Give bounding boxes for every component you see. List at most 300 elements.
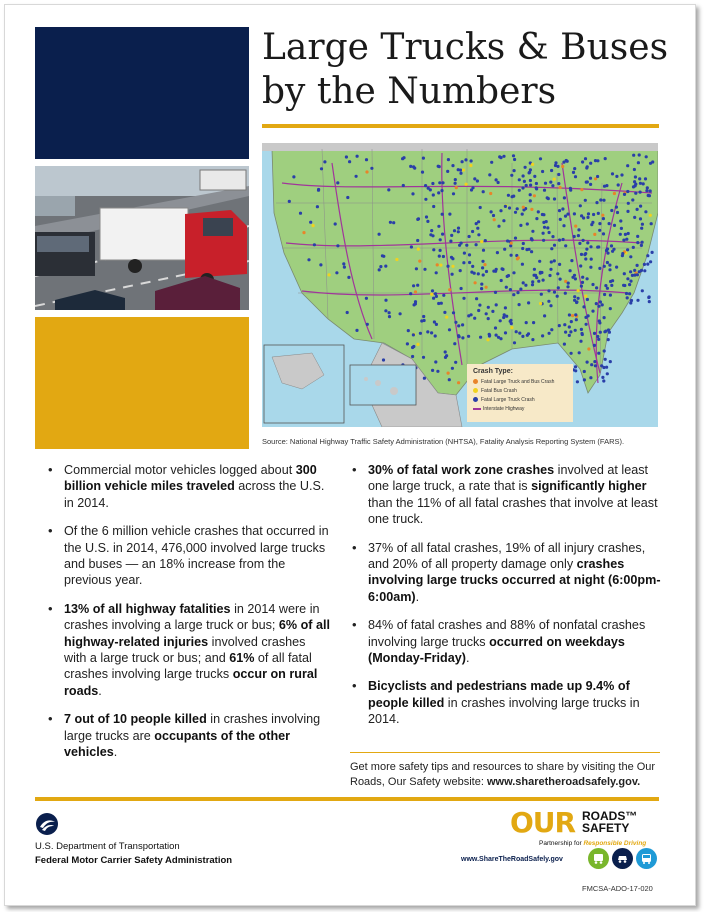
crash-location-dot [564,244,567,247]
crash-location-dot [626,248,629,251]
crash-location-dot [535,182,538,185]
crash-location-dot [561,165,564,168]
crash-location-dot [388,311,391,314]
crash-location-dot [564,331,567,334]
crash-location-dot [583,370,586,373]
crash-location-dot [532,321,535,324]
crash-location-dot [457,227,460,230]
crash-location-dot [584,199,587,202]
crash-location-dot [458,244,461,247]
crash-location-dot [346,196,349,199]
bullet-item: • 13% of all highway fatalities in 2014 were in crashes involving a large truck or bus; 6% of all highway-related injuries involved crashes with a large truck or bus; and 61% of all fatal crashes involving large trucks occur on rural roads. [48,601,330,699]
crash-location-dot [525,321,528,324]
bullet-item: • Commercial motor vehicles logged about 300 billion vehicle miles traveled across the U.S. in 2014. [48,462,330,511]
crash-location-dot [615,266,618,269]
crash-location-dot [590,363,593,366]
crash-location-dot [502,316,505,319]
crash-location-dot [505,286,508,289]
crash-location-dot [422,157,425,160]
crash-location-dot [444,356,447,359]
crash-location-dot [481,260,484,263]
crash-location-dot [585,166,588,169]
crash-location-dot [561,207,564,210]
crash-location-dot [473,177,476,180]
crash-location-dot [518,332,521,335]
crash-location-dot [619,219,622,222]
crash-location-dot [645,155,648,158]
crash-location-dot [542,213,545,216]
crash-location-dot [550,169,553,172]
crash-location-dot [422,356,425,359]
crash-location-dot [629,280,632,283]
bullet-item: • Of the 6 million vehicle crashes that occurred in the U.S. in 2014, 476,000 involved large trucks and buses — an 18% increase from the previous year. [48,523,330,589]
crash-location-dot [556,295,559,298]
crash-location-dot [601,376,604,379]
crash-location-dot [521,247,524,250]
crash-location-dot [519,224,522,227]
crash-location-dot [568,334,571,337]
crash-location-dot [537,210,540,213]
document-code: FMCSA-ADO-17-020 [582,884,653,893]
crash-location-dot [626,296,629,299]
crash-location-dot [529,179,532,182]
crash-location-dot [568,313,571,316]
crash-location-dot [605,184,608,187]
crash-location-dot [490,161,493,164]
crash-location-dot [384,265,387,268]
crash-location-dot [522,206,525,209]
crash-location-dot [646,254,649,257]
crash-location-dot [587,212,590,215]
legend-item-label: Fatal Large Truck and Bus Crash [481,378,555,385]
crash-location-dot [477,272,480,275]
crash-location-dot [631,198,634,201]
crash-location-dot [430,229,433,232]
crash-location-dot [505,315,508,318]
crash-location-dot [593,344,596,347]
crash-location-dot [544,182,547,185]
crash-location-dot [586,216,589,219]
crash-location-dot [626,277,629,280]
crash-location-dot [423,319,426,322]
crash-location-dot [593,233,596,236]
crash-location-dot [609,280,612,283]
crash-location-dot [577,289,580,292]
crash-location-dot [347,276,350,279]
crash-location-dot [470,159,473,162]
partnership-tagline: Partnership for Responsible Driving [539,840,647,847]
crash-location-dot [480,283,483,286]
crash-location-dot [611,172,614,175]
crash-location-dot [522,174,525,177]
crash-location-dot [402,184,405,187]
crash-location-dot [525,248,528,251]
crash-location-dot [628,292,631,295]
crash-location-dot [473,317,476,320]
crash-location-dot [553,291,556,294]
crash-location-dot [586,277,589,280]
crash-location-dot [384,299,387,302]
crash-location-dot [603,265,606,268]
crash-location-dot [574,329,577,332]
logo-safety: SAFETY [582,821,630,835]
crash-location-dot [462,297,465,300]
crash-location-dot [461,323,464,326]
share-the-road-url[interactable]: www.ShareTheRoadSafely.gov [461,856,563,863]
crash-location-dot [507,194,510,197]
crash-location-dot [518,178,521,181]
crash-location-dot [577,234,580,237]
crash-location-dot [530,208,533,211]
crash-location-dot [579,340,582,343]
crash-location-dot [451,164,454,167]
crash-location-dot [488,173,491,176]
crash-location-dot [381,254,384,257]
crash-location-dot [619,233,622,236]
crash-location-dot [480,287,483,290]
crash-location-dot [356,155,359,158]
crash-location-dot [648,194,651,197]
crash-location-dot [641,223,644,226]
mode-icons [588,848,662,870]
crash-location-dot [439,249,442,252]
crash-location-dot [641,289,644,292]
crash-location-dot [471,186,474,189]
crash-location-dot [570,320,573,323]
crash-location-dot [439,264,442,267]
crash-location-dot [587,347,590,350]
crash-location-dot [502,219,505,222]
crash-location-dot [580,253,583,256]
legend-item [473,395,567,404]
crash-location-dot [649,189,652,192]
crash-location-dot [545,220,548,223]
crash-location-dot [515,330,518,333]
crash-location-dot [606,372,609,375]
crash-location-dot [431,289,434,292]
crash-location-dot [574,175,577,178]
crash-location-dot [542,279,545,282]
crash-location-dot [463,252,466,255]
legend-item [473,377,567,386]
crash-location-dot [597,212,600,215]
website-cta: Get more safety tips and resources to share by visiting the Our Roads, Our Safety website: www.sharetheroadsafely.gov. [350,761,656,788]
crash-location-dot [513,169,516,172]
crash-location-dot [299,212,302,215]
crash-location-dot [597,305,600,308]
crash-location-dot [649,162,652,165]
crash-location-dot [540,293,543,296]
bullet-item: • 7 out of 10 people killed in crashes involving large trucks are occupants of the other vehicles. [48,711,330,760]
crash-location-dot [625,238,628,241]
crash-location-dot [490,210,493,213]
crash-location-dot [411,355,414,358]
crash-location-dot [510,254,513,257]
crash-location-dot [604,157,607,160]
crash-location-dot [629,270,632,273]
crash-location-dot [457,324,460,327]
crash-location-dot [592,213,595,216]
crash-location-dot [603,349,606,352]
crash-location-dot [432,297,435,300]
crash-location-dot [495,178,498,181]
crash-location-dot [634,192,637,195]
crash-location-dot [454,178,457,181]
bullet-item: • 84% of fatal crashes and 88% of nonfatal crashes involving large trucks occurred on weekdays (Monday-Friday). [352,617,662,666]
crash-location-dot [426,220,429,223]
website-link[interactable]: www.sharetheroadsafely.gov. [486,776,641,788]
crash-location-dot [499,156,502,159]
crash-location-dot [437,165,440,168]
crash-location-dot [580,328,583,331]
crash-location-dot [549,181,552,184]
crash-location-dot [328,273,331,276]
crash-location-dot [650,222,653,225]
crash-location-dot [467,335,470,338]
crash-location-dot [636,235,639,238]
crash-location-dot [489,192,492,195]
highway-line-icon [473,408,481,410]
crash-location-dot [512,293,515,296]
crash-location-dot [497,225,500,228]
crash-location-dot [513,158,516,161]
crash-location-dot [578,242,581,245]
crash-location-dot [644,177,647,180]
crash-location-dot [444,350,447,353]
crash-location-dot [388,315,391,318]
crash-location-dot [649,214,652,217]
crash-location-dot [414,302,417,305]
crash-location-dot [599,300,602,303]
crash-location-dot [465,244,468,247]
crash-location-dot [598,222,601,225]
crash-location-dot [550,260,553,263]
truck-highway-photo [35,166,249,310]
crash-location-dot [554,161,557,164]
crash-location-dot [559,278,562,281]
crash-location-dot [432,248,435,251]
crash-location-dot [573,295,576,298]
crash-location-dot [580,285,583,288]
crash-location-dot [497,181,500,184]
crash-location-dot [640,269,643,272]
crash-location-dot [431,234,434,237]
crash-location-dot [469,164,472,167]
crash-location-dot [461,336,464,339]
crash-location-dot [569,187,572,190]
crash-location-dot [449,240,452,243]
crash-location-dot [453,342,456,345]
crash-location-dot [630,299,633,302]
crash-location-dot [495,303,498,306]
crash-location-dot [639,182,642,185]
crash-location-dot [553,178,556,181]
cta-divider [350,752,660,753]
crash-location-dot [628,283,631,286]
crash-location-dot [594,364,597,367]
crash-location-dot [551,235,554,238]
crash-location-dot [558,263,561,266]
crash-location-dot [598,267,601,270]
usdot-logo-icon [35,812,59,836]
crash-location-dot [589,177,592,180]
crash-location-dot [580,188,583,191]
crash-location-dot [509,244,512,247]
crash-location-dot [582,239,585,242]
crash-location-dot [639,205,642,208]
crash-location-dot [468,253,471,256]
crash-location-dot [481,266,484,269]
crash-location-dot [511,195,514,198]
crash-location-dot [494,291,497,294]
crash-location-dot [455,186,458,189]
crash-location-dot [416,343,419,346]
crash-location-dot [633,168,636,171]
crash-location-dot [638,153,641,156]
crash-location-dot [610,209,613,212]
crash-location-dot [610,284,613,287]
crash-location-dot [597,338,600,341]
crash-location-dot [422,315,425,318]
crash-location-dot [454,182,457,185]
crash-location-dot [585,323,588,326]
crash-location-dot [549,304,552,307]
crash-location-dot [548,332,551,335]
crash-location-dot [503,248,506,251]
crash-location-dot [493,218,496,221]
crash-location-dot [612,248,615,251]
crash-location-dot [379,265,382,268]
crash-location-dot [623,272,626,275]
crash-location-dot [599,331,602,334]
crash-location-dot [606,252,609,255]
crash-location-dot [531,163,534,166]
crash-location-dot [557,173,560,176]
crash-location-dot [512,271,515,274]
crash-location-dot [448,378,451,381]
crash-location-dot [577,228,580,231]
crash-location-dot [437,191,440,194]
crash-location-dot [410,245,413,248]
crash-location-dot [648,300,651,303]
crash-location-dot [447,372,450,375]
crash-location-dot [590,258,593,261]
crash-location-dot [558,239,561,242]
crash-location-dot [529,199,532,202]
crash-location-dot [411,192,414,195]
crash-location-dot [302,231,305,234]
orange-dot-icon [473,379,478,384]
crash-location-dot [580,214,583,217]
crash-location-dot [550,247,553,250]
crash-location-dot [442,294,445,297]
crash-location-dot [548,231,551,234]
crash-location-dot [432,205,435,208]
crash-location-dot [632,154,635,157]
crash-location-dot [313,243,316,246]
crash-location-dot [413,167,416,170]
crash-location-dot [564,215,567,218]
crash-location-dot [634,175,637,178]
crash-location-dot [292,175,295,178]
crash-location-dot [495,334,498,337]
crash-location-dot [423,268,426,271]
crash-location-dot [581,281,584,284]
crash-location-dot [459,269,462,272]
crash-location-dot [571,314,574,317]
crash-location-dot [636,273,639,276]
crash-location-dot [559,218,562,221]
crash-location-dot [642,182,645,185]
title-divider [262,124,659,128]
yellow-dot-icon [473,388,478,393]
crash-location-dot [432,193,435,196]
crash-location-dot [482,249,485,252]
crash-location-dot [589,266,592,269]
crash-location-dot [476,179,479,182]
crash-location-dot [570,352,573,355]
crash-location-dot [553,244,556,247]
crash-location-dot [576,380,579,383]
crash-location-dot [421,171,424,174]
crash-location-dot [487,317,490,320]
crash-location-dot [465,183,468,186]
crash-location-dot [426,330,429,333]
crash-location-dot [479,336,482,339]
crash-location-dot [651,251,654,254]
crash-location-dot [639,191,642,194]
crash-location-dot [477,233,480,236]
crash-location-dot [504,331,507,334]
crash-location-dot [625,292,628,295]
crash-location-dot [530,250,533,253]
crash-location-dot [582,305,585,308]
crash-location-dot [646,263,649,266]
crash-location-dot [431,182,434,185]
crash-location-dot [608,222,611,225]
crash-location-dot [320,167,323,170]
crash-location-dot [524,166,527,169]
crash-location-dot [643,263,646,266]
crash-location-dot [312,224,315,227]
crash-location-dot [589,245,592,248]
crash-location-dot [531,238,534,241]
crash-location-dot [355,329,358,332]
crash-location-dot [542,239,545,242]
crash-location-dot [595,302,598,305]
crash-location-dot [448,288,451,291]
crash-location-dot [424,184,427,187]
crash-location-dot [602,366,605,369]
crash-location-dot [589,183,592,186]
crash-location-dot [547,300,550,303]
crash-location-dot [473,272,476,275]
crash-location-dot [538,260,541,263]
crash-location-dot [599,198,602,201]
crash-location-dot [518,303,521,306]
crash-location-dot [438,255,441,258]
page-title: Large Trucks & Buses by the Numbers [262,27,669,112]
legend-title: Crash Type: [473,368,513,375]
crash-location-dot [480,240,483,243]
crash-location-dot [448,328,451,331]
crash-location-dot [510,242,513,245]
crash-location-dot [526,334,529,337]
crash-location-dot [412,284,415,287]
crash-location-dot [626,210,629,213]
crash-location-dot [365,158,368,161]
crash-location-dot [593,332,596,335]
